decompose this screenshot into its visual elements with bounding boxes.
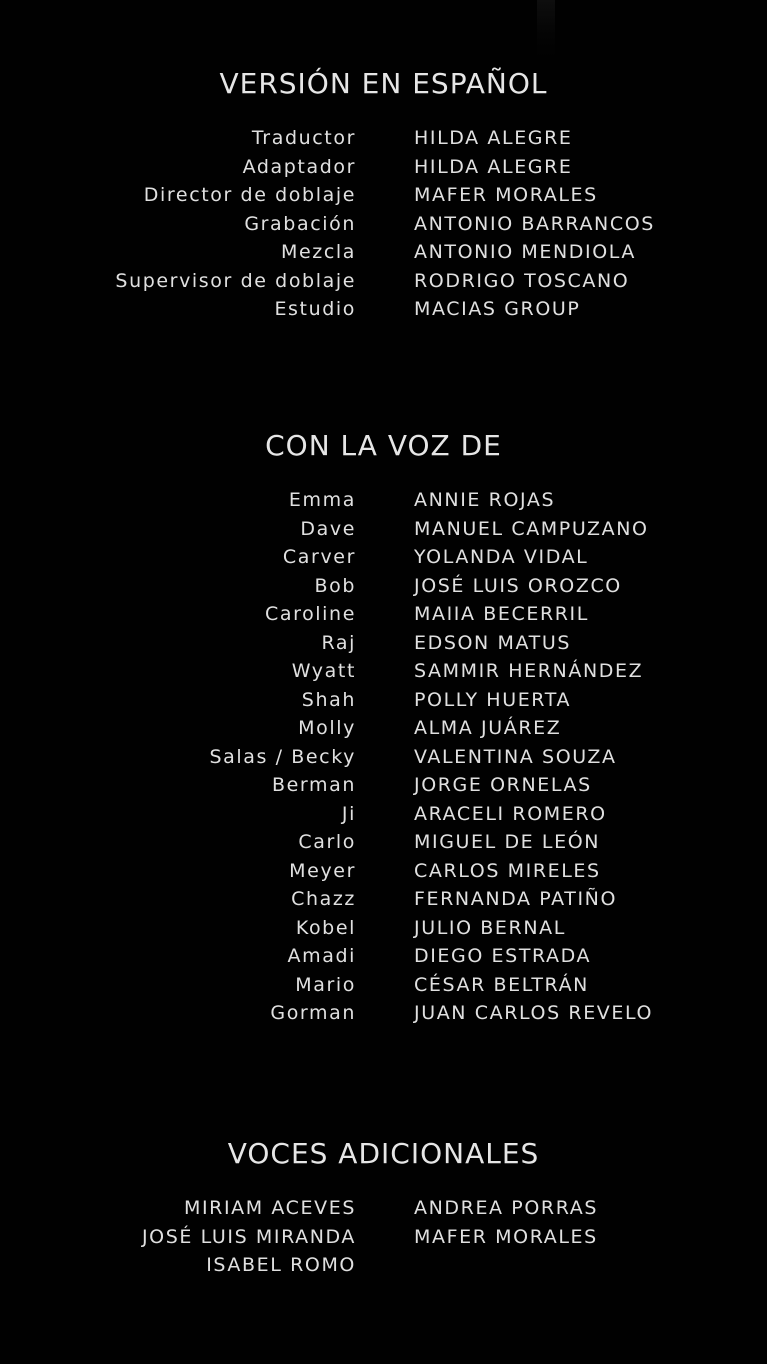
voice-actor-name: DIEGO ESTRADA <box>414 945 592 967</box>
additional-voice-name: ANDREA PORRAS <box>414 1197 598 1219</box>
credit-row <box>0 153 767 182</box>
voice-actor-name: ARACELI ROMERO <box>414 802 607 825</box>
voice-cast-row <box>0 686 767 715</box>
voice-cast-row <box>0 771 767 800</box>
voice-cast-row <box>0 914 767 943</box>
film-light-streak <box>537 0 555 58</box>
section-title-version-en-espanol: VERSIÓN EN ESPAÑOL <box>219 67 548 100</box>
section-title-voces-adicionales: VOCES ADICIONALES <box>227 1137 540 1170</box>
voice-cast-row <box>0 629 767 658</box>
voice-actor-name: SAMMIR HERNÁNDEZ <box>414 660 644 682</box>
voice-actor-name: CÉSAR BELTRÁN <box>414 973 589 996</box>
character-name: Carlo <box>298 831 356 853</box>
credit-role-label: Supervisor de doblaje <box>115 269 356 292</box>
character-name: Berman <box>272 774 356 796</box>
crew-credit-list <box>0 124 767 324</box>
credit-person-name: HILDA ALEGRE <box>414 127 573 149</box>
credit-person-name: RODRIGO TOSCANO <box>414 269 630 292</box>
voice-cast-row <box>0 971 767 1000</box>
voice-actor-name: POLLY HUERTA <box>414 688 572 711</box>
character-name: Shah <box>301 688 356 711</box>
credit-role-label: Traductor <box>251 127 356 149</box>
section-title-con-la-voz-de: CON LA VOZ DE <box>265 429 502 462</box>
voice-cast-row <box>0 885 767 914</box>
credit-row <box>0 210 767 239</box>
character-name: Mario <box>295 973 356 996</box>
voice-actor-name: JORGE ORNELAS <box>414 774 592 796</box>
credit-person-name: MAFER MORALES <box>414 184 598 206</box>
voice-actor-name: MAIIA BECERRIL <box>414 603 589 625</box>
credit-role-label: Adaptador <box>242 155 356 178</box>
credit-person-name: ANTONIO BARRANCOS <box>414 212 655 235</box>
voice-cast-list <box>0 486 767 1028</box>
voice-cast-row <box>0 543 767 572</box>
character-name: Kobel <box>295 916 356 939</box>
credit-row <box>0 124 767 153</box>
credit-role-label: Mezcla <box>280 241 356 263</box>
voice-cast-row <box>0 999 767 1028</box>
voice-cast-row <box>0 515 767 544</box>
character-name: Gorman <box>270 1002 356 1024</box>
voice-actor-name: FERNANDA PATIÑO <box>414 888 618 910</box>
character-name: Bob <box>314 574 356 597</box>
additional-voices-right-column <box>414 1194 767 1280</box>
character-name: Emma <box>288 489 356 511</box>
voice-cast-row <box>0 714 767 743</box>
credit-role-label: Estudio <box>274 298 356 320</box>
voice-cast-row <box>0 600 767 629</box>
credit-person-name: ANTONIO MENDIOLA <box>414 241 637 263</box>
additional-voices-left-column <box>0 1194 356 1280</box>
voice-cast-row <box>0 572 767 601</box>
character-name: Meyer <box>289 859 356 882</box>
credit-role-label: Director de doblaje <box>143 184 356 206</box>
credit-row <box>0 267 767 296</box>
voice-actor-name: JUAN CARLOS REVELO <box>414 1002 654 1024</box>
credit-row <box>0 181 767 210</box>
character-name: Ji <box>341 802 356 825</box>
voice-cast-row <box>0 486 767 515</box>
character-name: Wyatt <box>291 660 356 682</box>
voice-cast-row <box>0 657 767 686</box>
additional-voice-name: ISABEL ROMO <box>206 1254 356 1276</box>
additional-voices-grid <box>0 1194 767 1280</box>
credit-row <box>0 295 767 324</box>
additional-voice-name: MAFER MORALES <box>414 1225 598 1248</box>
voice-actor-name: MIGUEL DE LEÓN <box>414 831 601 853</box>
credit-role-label: Grabación <box>244 212 356 235</box>
voice-actor-name: ALMA JUÁREZ <box>414 717 562 739</box>
voice-cast-row <box>0 828 767 857</box>
credit-person-name: MACIAS GROUP <box>414 298 581 320</box>
voice-actor-name: JULIO BERNAL <box>414 916 566 939</box>
character-name: Raj <box>321 631 356 654</box>
character-name: Salas / Becky <box>209 745 356 768</box>
voice-actor-name: YOLANDA VIDAL <box>414 546 589 568</box>
additional-voice-name: JOSÉ LUIS MIRANDA <box>141 1225 356 1248</box>
credit-person-name: HILDA ALEGRE <box>414 155 573 178</box>
additional-voice-name: MIRIAM ACEVES <box>183 1197 356 1219</box>
character-name: Dave <box>300 517 356 540</box>
voice-cast-row <box>0 743 767 772</box>
voice-actor-name: MANUEL CAMPUZANO <box>414 517 649 540</box>
character-name: Caroline <box>264 603 356 625</box>
voice-actor-name: EDSON MATUS <box>414 631 571 654</box>
voice-cast-row <box>0 800 767 829</box>
character-name: Molly <box>298 717 356 739</box>
voice-cast-row <box>0 857 767 886</box>
character-name: Carver <box>282 546 356 568</box>
credit-row <box>0 238 767 267</box>
voice-actor-name: JOSÉ LUIS OROZCO <box>414 574 622 597</box>
voice-actor-name: VALENTINA SOUZA <box>414 745 617 768</box>
voice-actor-name: ANNIE ROJAS <box>414 489 556 511</box>
character-name: Chazz <box>291 888 356 910</box>
voice-cast-row <box>0 942 767 971</box>
voice-actor-name: CARLOS MIRELES <box>414 859 601 882</box>
character-name: Amadi <box>287 945 356 967</box>
